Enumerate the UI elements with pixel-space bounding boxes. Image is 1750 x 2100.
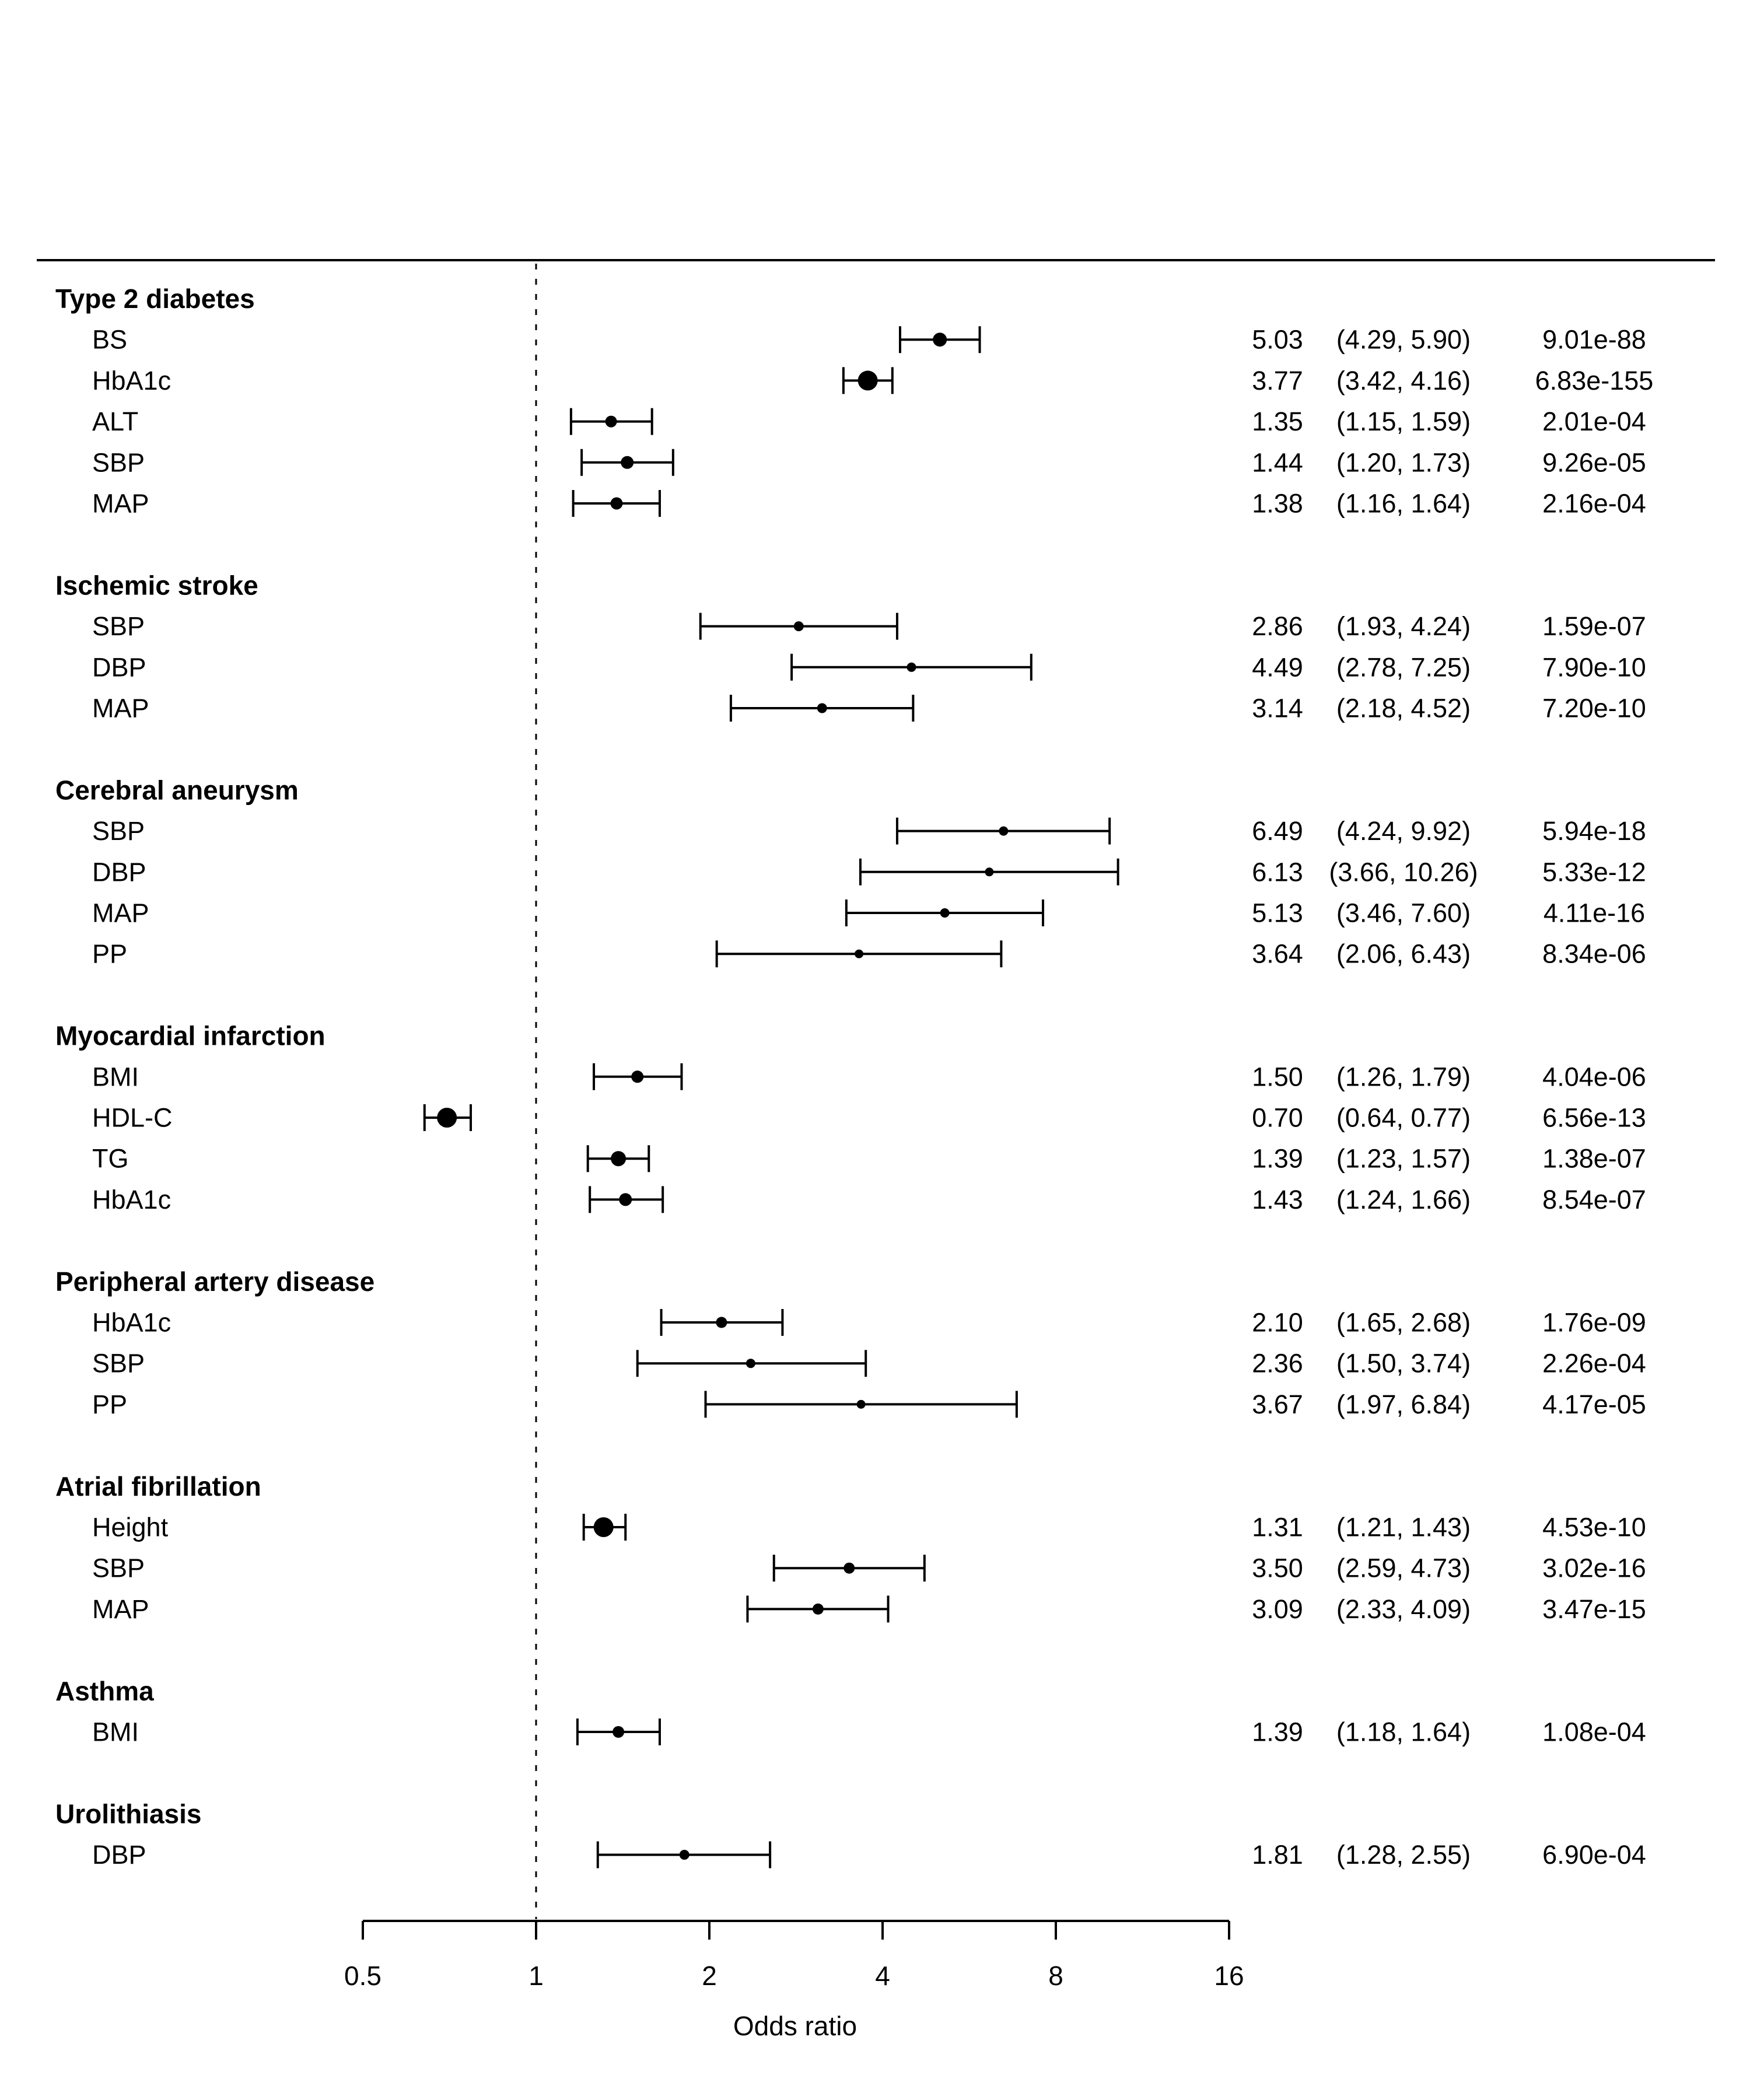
or-point-marker <box>855 950 863 958</box>
disease-header: Ischemic stroke <box>55 570 258 601</box>
p-value: 5.94e-18 <box>1542 816 1646 846</box>
ci-value: (1.24, 1.66) <box>1336 1184 1471 1214</box>
p-value: 1.08e-04 <box>1542 1717 1646 1747</box>
exposure-label: HDL-C <box>92 1102 173 1133</box>
or-point-marker <box>985 867 993 876</box>
ci-value: (3.46, 7.60) <box>1336 898 1471 928</box>
or-value: 2.86 <box>1252 611 1303 642</box>
ci-value: (4.29, 5.90) <box>1336 324 1471 355</box>
p-value: 4.04e-06 <box>1542 1062 1646 1092</box>
or-value: 5.03 <box>1252 324 1303 355</box>
ci-value: (2.78, 7.25) <box>1336 652 1471 682</box>
or-point-marker <box>794 621 804 631</box>
p-value: 6.83e-155 <box>1535 365 1654 396</box>
or-value: 3.67 <box>1252 1389 1303 1419</box>
p-value: 2.01e-04 <box>1542 407 1646 437</box>
p-value: 1.38e-07 <box>1542 1143 1646 1174</box>
exposure-label: MAP <box>92 1594 149 1624</box>
or-value: 0.70 <box>1252 1102 1303 1133</box>
or-point-marker <box>999 827 1008 836</box>
or-value: 3.09 <box>1252 1594 1303 1624</box>
or-point-marker <box>933 332 947 346</box>
or-point-marker <box>619 1193 632 1206</box>
or-point-marker <box>858 370 878 390</box>
exposure-label: MAP <box>92 488 149 519</box>
exposure-label: PP <box>92 939 128 969</box>
or-point-marker <box>631 1070 643 1083</box>
disease-header: Cerebral aneurysm <box>55 775 299 806</box>
or-point-marker <box>746 1359 755 1368</box>
or-point-marker <box>844 1563 855 1574</box>
p-value: 8.54e-07 <box>1542 1184 1646 1214</box>
exposure-label: HbA1c <box>92 1184 172 1214</box>
ci-value: (1.23, 1.57) <box>1336 1143 1471 1174</box>
exposure-label: SBP <box>92 816 145 846</box>
or-point-marker <box>611 498 623 510</box>
or-value: 5.13 <box>1252 898 1303 928</box>
p-value: 2.16e-04 <box>1542 488 1646 519</box>
ci-value: (1.20, 1.73) <box>1336 447 1471 478</box>
ci-value: (1.28, 2.55) <box>1336 1840 1471 1870</box>
or-point-marker <box>621 456 634 469</box>
or-point-marker <box>907 663 916 672</box>
x-axis-tick-label: 8 <box>1048 1961 1063 1991</box>
or-value: 1.39 <box>1252 1143 1303 1174</box>
exposure-label: HbA1c <box>92 365 172 396</box>
p-value: 4.17e-05 <box>1542 1389 1646 1419</box>
or-point-marker <box>940 908 950 918</box>
or-value: 1.35 <box>1252 407 1303 437</box>
or-value: 3.64 <box>1252 939 1303 969</box>
or-point-marker <box>817 704 827 713</box>
ci-value: (0.64, 0.77) <box>1336 1102 1471 1133</box>
exposure-label: DBP <box>92 652 146 682</box>
p-value: 8.34e-06 <box>1542 939 1646 969</box>
disease-header: Atrial fibrillation <box>55 1471 261 1502</box>
exposure-label: HbA1c <box>92 1307 172 1338</box>
or-value: 1.38 <box>1252 488 1303 519</box>
x-axis-tick-label: 16 <box>1214 1961 1244 1991</box>
x-axis-tick-label: 2 <box>702 1961 717 1991</box>
p-value: 1.59e-07 <box>1542 611 1646 642</box>
ci-value: (3.42, 4.16) <box>1336 365 1471 396</box>
or-value: 3.14 <box>1252 693 1303 723</box>
p-value: 1.76e-09 <box>1542 1307 1646 1338</box>
or-point-marker <box>680 1850 690 1860</box>
p-value: 9.26e-05 <box>1542 447 1646 478</box>
or-value: 1.43 <box>1252 1184 1303 1214</box>
p-value: 3.02e-16 <box>1542 1553 1646 1583</box>
exposure-label: Height <box>92 1512 169 1542</box>
or-point-marker <box>857 1400 866 1409</box>
exposure-label: SBP <box>92 447 145 478</box>
x-axis-title: Odds ratio <box>733 2011 858 2041</box>
or-value: 6.49 <box>1252 816 1303 846</box>
or-point-marker <box>437 1108 457 1128</box>
exposure-label: BMI <box>92 1717 139 1747</box>
or-point-marker <box>611 1151 626 1166</box>
p-value: 6.56e-13 <box>1542 1102 1646 1133</box>
p-value: 4.53e-10 <box>1542 1512 1646 1542</box>
exposure-label: DBP <box>92 857 146 887</box>
exposure-label: SBP <box>92 1553 145 1583</box>
or-point-marker <box>813 1604 824 1615</box>
exposure-label: SBP <box>92 611 145 642</box>
or-value: 3.77 <box>1252 365 1303 396</box>
or-point-marker <box>594 1517 614 1537</box>
p-value: 5.33e-12 <box>1542 857 1646 887</box>
p-value: 3.47e-15 <box>1542 1594 1646 1624</box>
ci-value: (1.21, 1.43) <box>1336 1512 1471 1542</box>
exposure-label: MAP <box>92 898 149 928</box>
or-value: 1.81 <box>1252 1840 1303 1870</box>
exposure-label: ALT <box>92 407 139 437</box>
ci-value: (2.06, 6.43) <box>1336 939 1471 969</box>
exposure-label: TG <box>92 1143 129 1174</box>
exposure-label: SBP <box>92 1348 145 1378</box>
exposure-label: PP <box>92 1389 128 1419</box>
x-axis-tick-label: 0.5 <box>344 1961 382 1991</box>
disease-header: Peripheral artery disease <box>55 1266 375 1297</box>
x-axis-tick-label: 4 <box>875 1961 890 1991</box>
x-axis-tick-label: 1 <box>528 1961 544 1991</box>
ci-value: (2.59, 4.73) <box>1336 1553 1471 1583</box>
exposure-label: DBP <box>92 1840 146 1870</box>
ci-value: (1.97, 6.84) <box>1336 1389 1471 1419</box>
or-value: 1.39 <box>1252 1717 1303 1747</box>
disease-header: Asthma <box>55 1675 154 1706</box>
p-value: 7.90e-10 <box>1542 652 1646 682</box>
disease-header: Myocardial infarction <box>55 1020 326 1051</box>
or-point-marker <box>612 1726 624 1738</box>
p-value: 4.11e-16 <box>1543 898 1646 928</box>
p-value: 6.90e-04 <box>1542 1840 1646 1870</box>
or-value: 6.13 <box>1252 857 1303 887</box>
or-point-marker <box>606 416 617 428</box>
or-value: 2.10 <box>1252 1307 1303 1338</box>
disease-header: Type 2 diabetes <box>55 284 255 314</box>
p-value: 7.20e-10 <box>1542 693 1646 723</box>
exposure-label: BS <box>92 324 128 355</box>
ci-value: (1.18, 1.64) <box>1336 1717 1471 1747</box>
ci-value: (3.66, 10.26) <box>1329 857 1478 887</box>
or-value: 1.44 <box>1252 447 1303 478</box>
ci-value: (1.26, 1.79) <box>1336 1062 1471 1092</box>
or-value: 4.49 <box>1252 652 1303 682</box>
p-value: 2.26e-04 <box>1542 1348 1646 1378</box>
disease-header: Urolithiasis <box>55 1798 202 1829</box>
ci-value: (2.18, 4.52) <box>1336 693 1471 723</box>
or-value: 1.31 <box>1252 1512 1303 1542</box>
ci-value: (2.33, 4.09) <box>1336 1594 1471 1624</box>
or-value: 3.50 <box>1252 1553 1303 1583</box>
exposure-label: BMI <box>92 1062 139 1092</box>
ci-value: (1.15, 1.59) <box>1336 407 1471 437</box>
exposure-label: MAP <box>92 693 149 723</box>
or-value: 1.50 <box>1252 1062 1303 1092</box>
or-value: 2.36 <box>1252 1348 1303 1378</box>
p-value: 9.01e-88 <box>1542 324 1646 355</box>
ci-value: (1.93, 4.24) <box>1336 611 1471 642</box>
or-point-marker <box>716 1317 727 1328</box>
ci-value: (1.50, 3.74) <box>1336 1348 1471 1378</box>
ci-value: (1.65, 2.68) <box>1336 1307 1471 1338</box>
ci-value: (1.16, 1.64) <box>1336 488 1471 519</box>
ci-value: (4.24, 9.92) <box>1336 816 1471 846</box>
